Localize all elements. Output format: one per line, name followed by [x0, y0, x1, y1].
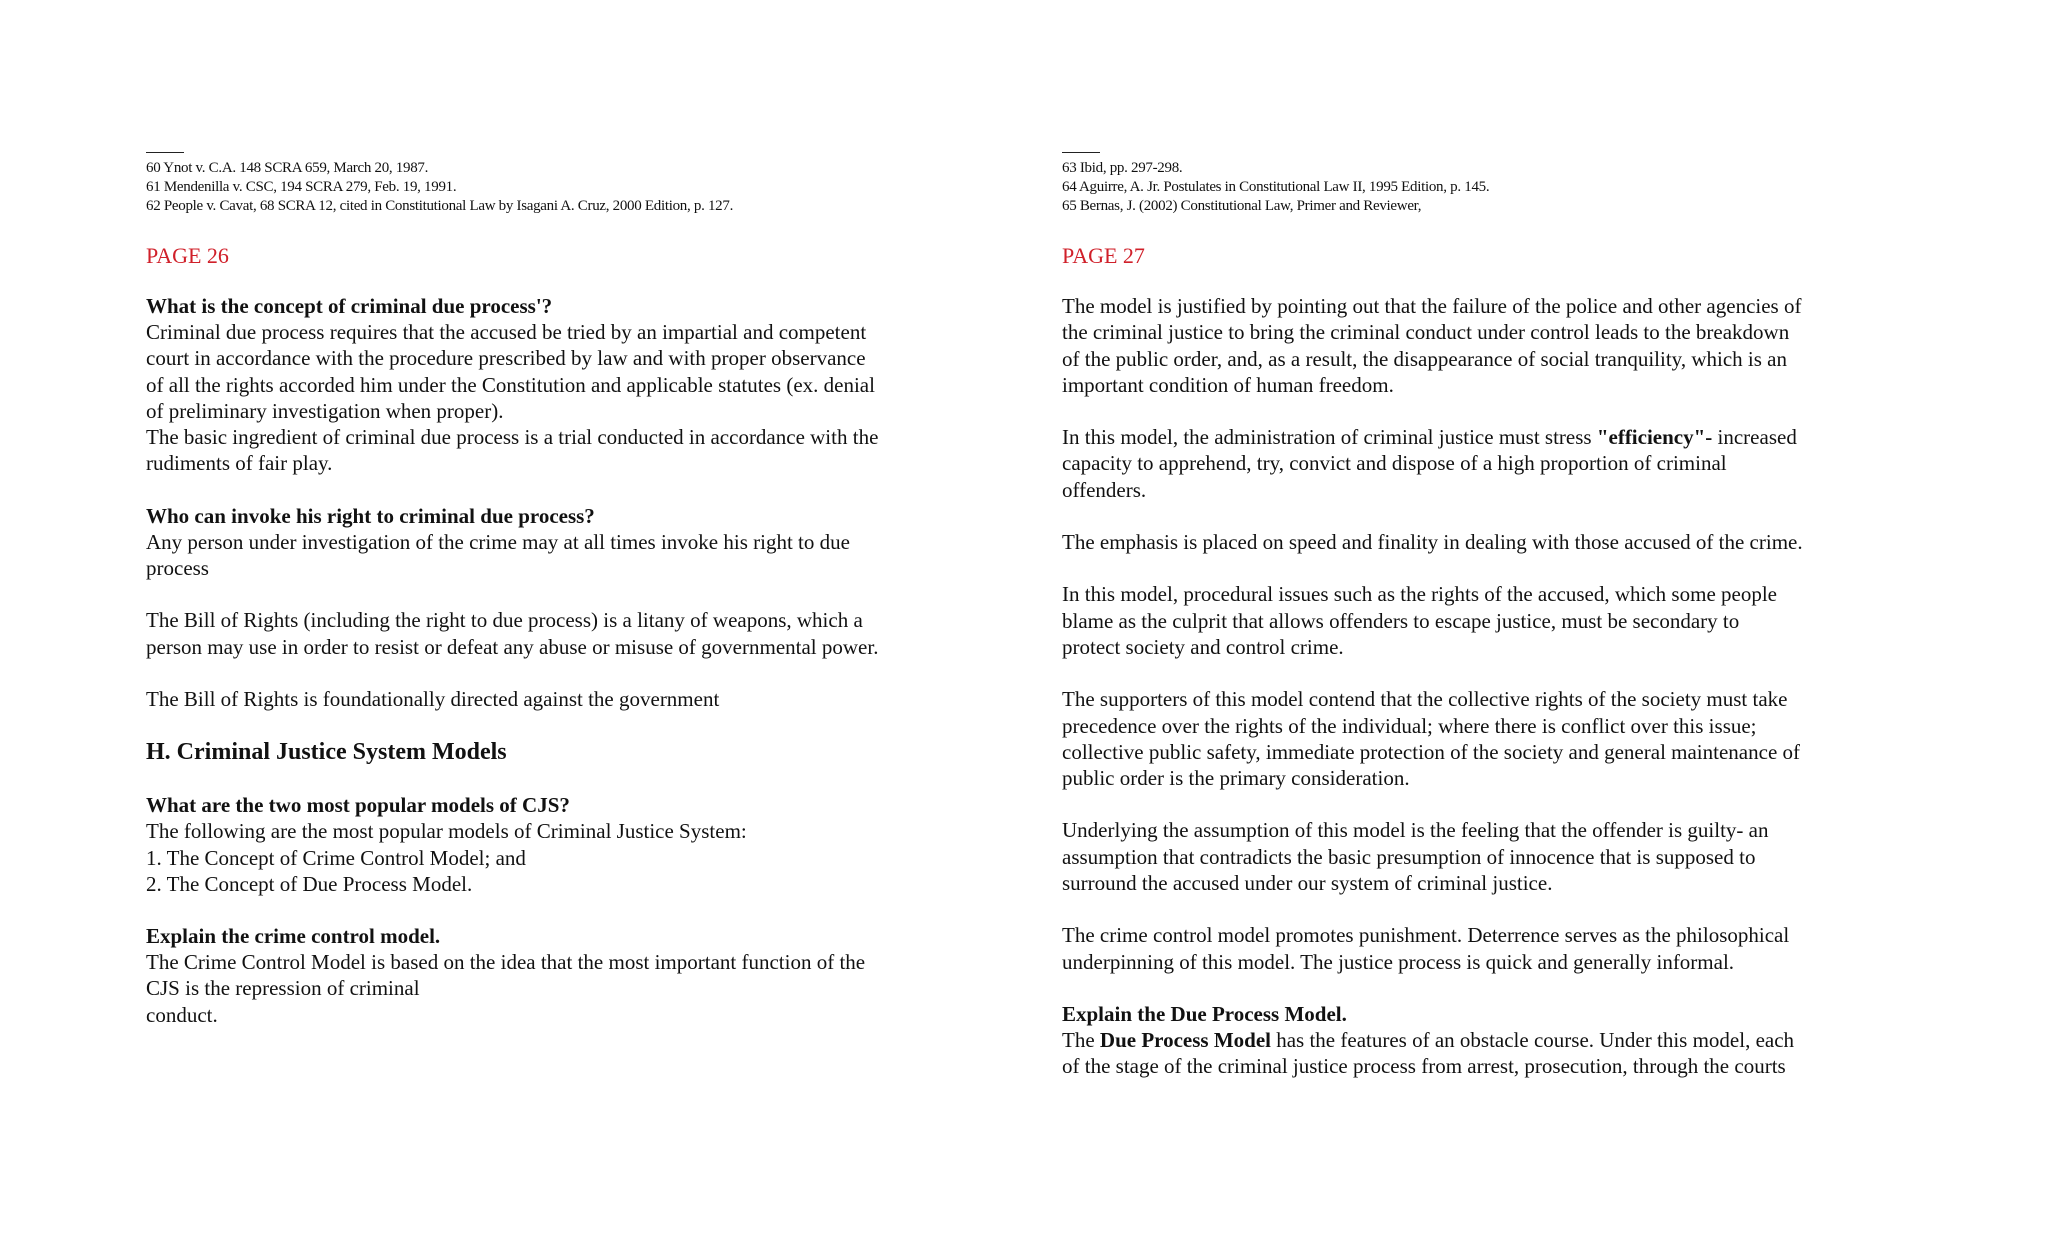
text-run: increased	[1712, 425, 1797, 450]
paragraph-line: collective public safety, immediate protection of the society and general maintenance of	[1062, 739, 1801, 764]
emphasis-efficiency: "efficiency"-	[1596, 425, 1713, 450]
paragraph-line: capacity to apprehend, try, convict and dispose of a high proportion of criminal	[1062, 451, 1727, 476]
list-item: 1. The Concept of Crime Control Model; and	[146, 845, 526, 870]
paragraph-line: The supporters of this model contend that the collective rights of the society must take	[1062, 687, 1788, 712]
paragraph-emphasis-speed: The emphasis is placed on speed and finality in dealing with those accused of the crime.	[1062, 530, 1803, 555]
paragraph-line: person may use in order to resist or defeat any abuse or misuse of governmental power.	[146, 634, 879, 659]
paragraph-line: underpinning of this model. The justice process is quick and generally informal.	[1062, 949, 1735, 974]
list-item: 2. The Concept of Due Process Model.	[146, 871, 473, 896]
question-crime-control-model: Explain the crime control model.	[146, 924, 441, 949]
paragraph-line: In this model, procedural issues such as the rights of the accused, which some people	[1062, 582, 1777, 607]
page-label: PAGE 27	[1062, 243, 1145, 268]
answer-line: conduct.	[146, 1002, 218, 1027]
footnote-60: 60 Ynot v. C.A. 148 SCRA 659, March 20, 1987.	[146, 160, 429, 176]
answer-line: of all the rights accorded him under the Constitution and applicable statutes (ex. denial	[146, 372, 875, 397]
paragraph-bill-of-rights: The Bill of Rights is foundationally directed against the government	[146, 686, 720, 711]
paragraph-line: offenders.	[1062, 477, 1147, 502]
paragraph-line: protect society and control crime.	[1062, 634, 1344, 659]
paragraph-line: Underlying the assumption of this model is the feeling that the offender is guilty- an	[1062, 818, 1769, 843]
answer-line: process	[146, 556, 209, 581]
answer-line: of preliminary investigation when proper).	[146, 398, 504, 423]
question-due-process-model: Explain the Due Process Model.	[1062, 1001, 1347, 1026]
paragraph-line: of the public order, and, as a result, the disappearance of social tranquility, which is an	[1062, 346, 1787, 371]
text-run: The	[1062, 1027, 1100, 1052]
answer-line: Any person under investigation of the crime may at all times invoke his right to due	[146, 529, 850, 554]
paragraph-line: The Bill of Rights (including the right to due process) is a litany of weapons, which a	[146, 608, 863, 633]
footnote-separator	[146, 152, 184, 153]
paragraph-line: precedence over the rights of the individual; where there is conflict over this issue;	[1062, 713, 1757, 738]
footnote-separator	[1062, 152, 1100, 153]
footnote-64: 64 Aguirre, A. Jr. Postulates in Constitutional Law II, 1995 Edition, p. 145.	[1062, 179, 1490, 195]
footnote-62: 62 People v. Cavat, 68 SCRA 12, cited in Constitutional Law by Isagani A. Cruz, 2000 Edition, p. 127.	[146, 198, 734, 214]
paragraph-line	[1062, 1027, 1922, 1053]
question-who-can-invoke: Who can invoke his right to criminal due process?	[146, 503, 595, 528]
answer-line: The basic ingredient of criminal due process is a trial conducted in accordance with the	[146, 425, 879, 450]
answer-line: Criminal due process requires that the accused be tried by an impartial and competent	[146, 320, 867, 344]
paragraph-line: important condition of human freedom.	[1062, 372, 1394, 397]
footnote-65: 65 Bernas, J. (2002) Constitutional Law, Primer and Reviewer,	[1062, 198, 1422, 214]
footnote-63: 63 Ibid, pp. 297-298.	[1062, 160, 1183, 176]
page-26	[146, 152, 1016, 1028]
paragraph-line: assumption that contradicts the basic presumption of innocence that is supposed to	[1062, 844, 1756, 869]
paragraph-line: blame as the culprit that allows offenders to escape justice, must be secondary to	[1062, 608, 1740, 633]
question-concept-due-process: What is the concept of criminal due process'?	[146, 294, 553, 318]
paragraph-line: surround the accused under our system of criminal justice.	[1062, 871, 1553, 896]
answer-line: The Crime Control Model is based on the idea that the most important function of the	[146, 950, 866, 975]
answer-line: rudiments of fair play.	[146, 451, 333, 476]
paragraph-line: The model is justified by pointing out that the failure of the police and other agencies of	[1062, 294, 1802, 318]
paragraph-line	[1062, 424, 1922, 450]
paragraph-line: public order is the primary consideration.	[1062, 766, 1410, 791]
answer-line: court in accordance with the procedure prescribed by law and with proper observance	[146, 346, 866, 371]
answer-line: The following are the most popular models of Criminal Justice System:	[146, 819, 747, 844]
answer-line: CJS is the repression of criminal	[146, 976, 420, 1001]
text-run: In this model, the administration of criminal justice must stress	[1062, 425, 1597, 450]
emphasis-due-process-model: Due Process Model	[1099, 1027, 1271, 1052]
page-27	[1062, 152, 1922, 1080]
section-heading-cjs-models: H. Criminal Justice System Models	[146, 739, 507, 766]
paragraph-line: The crime control model promotes punishment. Deterrence serves as the philosophical	[1062, 923, 1790, 948]
page-label: PAGE 26	[146, 243, 229, 268]
paragraph-line: the criminal justice to bring the criminal conduct under control leads to the breakdown	[1062, 320, 1790, 345]
footnote-61: 61 Mendenilla v. CSC, 194 SCRA 279, Feb. 19, 1991.	[146, 179, 457, 195]
paragraph-line: of the stage of the criminal justice process from arrest, prosecution, through the courts	[1062, 1054, 1786, 1079]
text-run: has the features of an obstacle course. Under this model, each	[1270, 1027, 1795, 1052]
question-two-models: What are the two most popular models of CJS?	[146, 793, 570, 818]
